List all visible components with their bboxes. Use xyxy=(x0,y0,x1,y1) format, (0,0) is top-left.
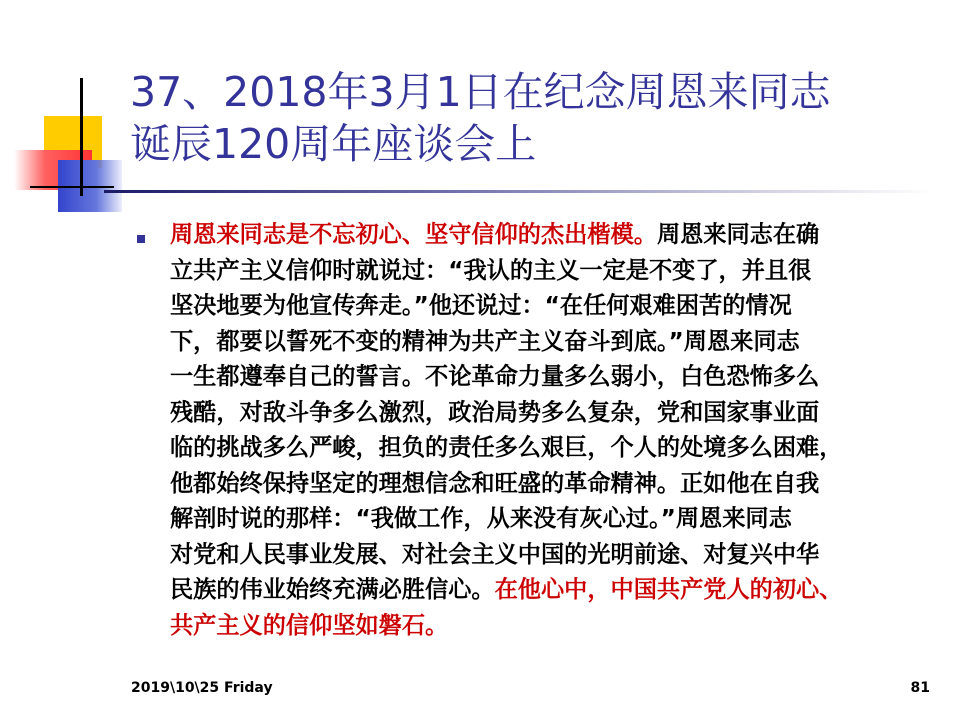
slide-title xyxy=(130,66,930,170)
body-line xyxy=(170,501,930,537)
body-text-run: 立共产主义信仰时就说过：“我认的主义一定是不变了，并且很 xyxy=(170,256,812,284)
body-line xyxy=(170,324,930,360)
body-line xyxy=(170,572,930,608)
body-line xyxy=(170,537,930,573)
body-text-run: 民族的伟业始终充满必胜信心。 xyxy=(170,576,495,603)
body-line xyxy=(170,288,930,324)
body-line xyxy=(170,253,930,289)
body-line xyxy=(170,395,930,431)
body-line xyxy=(170,608,930,644)
slide-title-line-2: 诞辰120周年座谈会上 xyxy=(130,120,537,168)
body-text-run: 对党和人民事业发展、对社会主义中国的光明前途、对复兴中华 xyxy=(170,540,820,568)
body-text-run: 坚决地要为他宣传奔走。”他还说过：“在任何艰难困苦的情况 xyxy=(170,292,792,319)
emphasis-text: 周恩来同志是不忘初心、坚守信仰的杰出楷模。 xyxy=(170,221,657,248)
decor-vertical-line xyxy=(80,78,83,196)
title-underline xyxy=(104,190,934,193)
decor-horizontal-line xyxy=(30,186,114,188)
body-text-run: 临的挑战多么严峻，担负的责任多么艰巨，个人的处境多么困难， xyxy=(170,434,843,461)
emphasis-text: 共产主义的信仰坚如磐石。 xyxy=(170,611,449,639)
body-text-run: 残酷，对敌斗争多么激烈，政治局势多么复杂，党和国家事业面 xyxy=(170,398,820,426)
body-text-run: 解剖时说的那样：“我做工作，从来没有灰心过。”周恩来同志 xyxy=(170,505,792,532)
slide-body-text xyxy=(170,217,930,643)
body-text-run: 一生都遵奉自己的誓言。不论革命力量多么弱小，白色恐怖多么 xyxy=(170,363,820,390)
body-text-run: 周恩来同志在确 xyxy=(656,221,820,248)
page-number: 81 xyxy=(910,680,930,696)
body-text-run: 他都始终保持坚定的理想信念和旺盛的革命精神。正如他在自我 xyxy=(170,469,820,497)
bullet-square-icon xyxy=(137,235,145,243)
emphasis-text: 在他心中，中国共产党人的初心、 xyxy=(494,576,843,603)
body-line xyxy=(170,359,930,395)
slide-title-line-1: 37、2018年3月1日在纪念周恩来同志 xyxy=(130,68,831,116)
body-text-run: 下，都要以誓死不变的精神为共产主义奋斗到底。”周恩来同志 xyxy=(170,327,800,355)
body-line xyxy=(170,217,930,253)
body-line xyxy=(170,430,930,466)
footer-date: 2019\10\25 Friday xyxy=(131,680,273,696)
body-line xyxy=(170,466,930,502)
